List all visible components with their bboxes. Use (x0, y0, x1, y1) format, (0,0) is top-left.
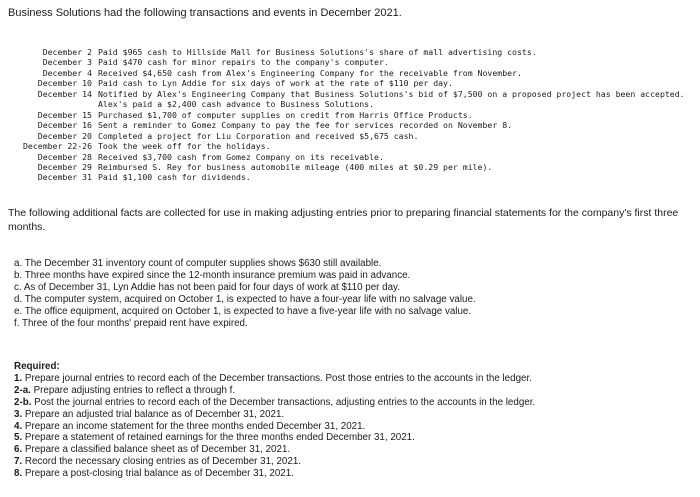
required-item (14, 432, 698, 444)
fact-text: The office equipment, acquired on October 1, is expected to have a five-year life with no salvage value. (24, 305, 472, 317)
required-label: 3. (14, 408, 23, 420)
required-heading: Required: (14, 361, 60, 372)
required-section (14, 361, 698, 480)
transaction-description: Received $4,650 cash from Alex's Engineering Company for the receivable from November. (98, 67, 522, 78)
transaction-date: December 14 (37, 88, 92, 99)
required-item (14, 385, 698, 397)
transaction-row (10, 78, 698, 88)
required-label: 2-b. (14, 396, 32, 408)
fact-text: The computer system, acquired on October 1, is expected to have a four-year life with no salvage value. (24, 293, 476, 305)
transaction-description: Received $3,700 cash from Gomez Company on its receivable. (98, 151, 384, 162)
transaction-row (10, 162, 698, 172)
transaction-description: Paid cash to Lyn Addie for six days of work at the rate of $110 per day. (98, 78, 453, 89)
facts-intro-text: The following additional facts are collected for use in making adjusting entries prior to preparing financial statements for the company's first three months. (8, 207, 679, 233)
required-item (14, 421, 698, 433)
fact-label: a. (14, 258, 23, 269)
fact-text: Three months have expired since the 12-month insurance premium was paid in advance. (24, 269, 411, 281)
transaction-row (10, 141, 698, 151)
transaction-date: December 2 (42, 47, 92, 57)
transaction-date: December 28 (37, 151, 92, 162)
transaction-description: Paid $470 cash for minor repairs to the company's computer. (98, 57, 389, 68)
required-item (14, 456, 698, 468)
required-text: Prepare a post-closing trial balance as of December 31, 2021. (24, 468, 294, 480)
additional-facts-list (14, 258, 694, 329)
transaction-list (10, 47, 698, 183)
required-item (14, 409, 698, 421)
required-item (14, 468, 698, 480)
transaction-row (10, 47, 698, 57)
intro-text: Business Solutions had the following transactions and events in December 2021. (8, 7, 402, 19)
required-text: Record the necessary closing entries as of December 31, 2021. (24, 456, 301, 468)
required-label: 8. (14, 468, 23, 480)
required-label: 2-a. (14, 384, 31, 396)
required-text: Prepare a statement of retained earnings for the three months ended December 31, 2021. (24, 432, 415, 444)
transaction-description: Took the week off for the holidays. (98, 141, 271, 152)
required-item (14, 397, 698, 409)
transaction-row (10, 152, 698, 162)
fact-item (14, 270, 694, 282)
transaction-description: Notified by Alex's Engineering Company that Business Solutions's bid of $7,500 on a proposed project has been accepted. Alex's paid a $2,400 cash advance to Business Solutions. (98, 88, 685, 110)
required-label: 5. (14, 432, 23, 444)
transaction-date: December 29 (37, 161, 92, 172)
fact-item (14, 282, 694, 294)
required-label: 1. (14, 372, 23, 384)
transaction-description: Paid $1,100 cash for dividends. (98, 172, 251, 183)
fact-item (14, 318, 694, 330)
fact-label: d. (14, 293, 23, 305)
required-label: 4. (14, 420, 23, 432)
fact-text: As of December 31, Lyn Addie has not been paid for four days of work at $110 per day. (23, 281, 400, 293)
transaction-description: Purchased $1,700 of computer supplies on credit from Harris Office Products. (98, 109, 473, 120)
transaction-description: Reimbursed S. Rey for business automobile mileage (400 miles at $0.29 per mile). (98, 161, 493, 172)
transaction-date: December 3 (42, 57, 92, 68)
fact-label: e. (14, 305, 23, 317)
transaction-row (10, 131, 698, 141)
fact-label: b. (14, 269, 23, 281)
transaction-date: December 20 (37, 130, 92, 141)
required-text: Prepare adjusting entries to reflect a through f. (33, 384, 236, 396)
transaction-row (10, 120, 698, 130)
transaction-row (10, 172, 698, 182)
fact-label: c. (14, 281, 22, 293)
required-item (14, 444, 698, 456)
transaction-date: December 31 (37, 172, 92, 183)
required-text: Prepare a classified balance sheet as of December 31, 2021. (24, 444, 291, 456)
transaction-date: December 4 (42, 67, 92, 78)
fact-label: f. (14, 317, 20, 329)
fact-item (14, 294, 694, 306)
transaction-date: December 16 (37, 120, 92, 131)
transaction-description: Completed a project for Liu Corporation and received $5,675 cash. (98, 130, 419, 141)
required-list (14, 373, 698, 480)
required-item (14, 373, 698, 385)
fact-text: Three of the four months' prepaid rent have expired. (22, 317, 248, 329)
transaction-row (10, 110, 698, 120)
required-text: Prepare an adjusted trial balance as of December 31, 2021. (24, 408, 285, 420)
required-label: 7. (14, 456, 23, 468)
transaction-date: December 22-26 (22, 141, 92, 152)
required-text: Post the journal entries to record each of the December transactions, adjusting entries to the accounts in the ledger. (34, 396, 536, 408)
fact-text: The December 31 inventory count of computer supplies shows $630 still available. (24, 258, 382, 269)
transaction-row (10, 89, 698, 110)
transaction-row (10, 68, 698, 78)
fact-item (14, 258, 694, 270)
required-text: Prepare journal entries to record each of the December transactions. Post those entries to the accounts in the ledger. (24, 372, 532, 384)
required-text: Prepare an income statement for the three months ended December 31, 2021. (24, 420, 366, 432)
required-label: 6. (14, 444, 23, 456)
transaction-description: Paid $965 cash to Hillside Mall for Business Solutions's share of mall advertising costs. (98, 47, 537, 57)
transaction-date: December 10 (37, 78, 92, 89)
transaction-description: Sent a reminder to Gomez Company to pay the fee for services recorded on November 8. (98, 120, 513, 131)
transaction-date: December 15 (37, 109, 92, 120)
fact-item (14, 306, 694, 318)
transaction-row (10, 57, 698, 67)
